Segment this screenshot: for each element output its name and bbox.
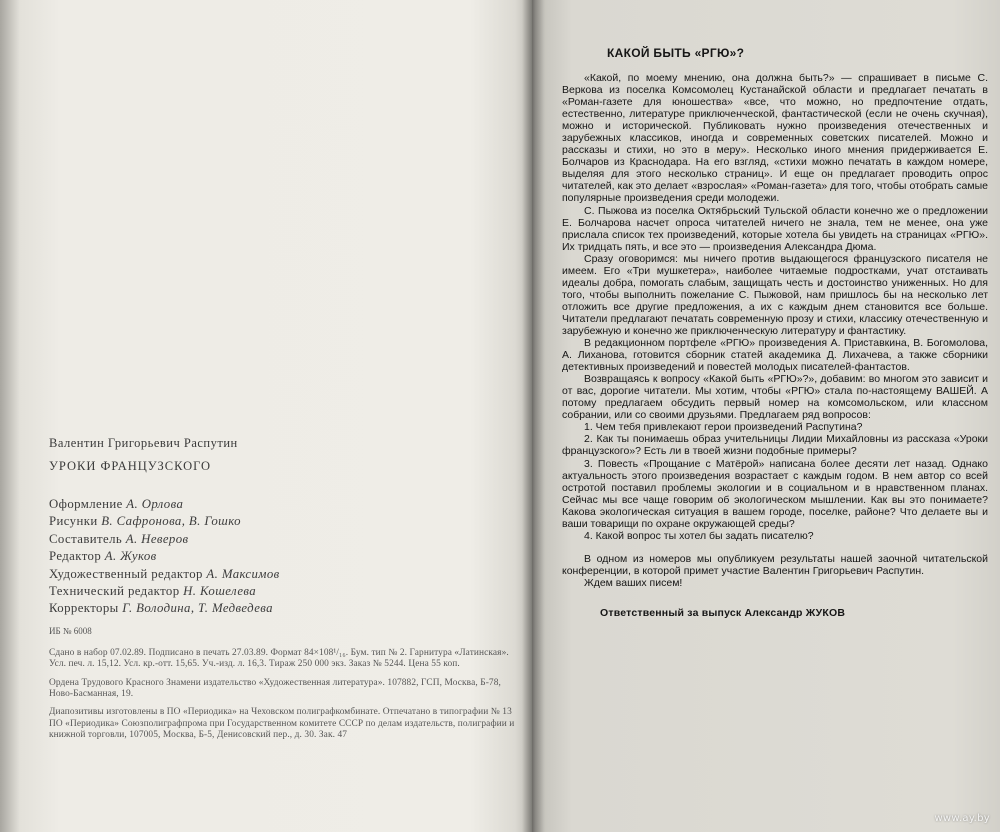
credit-line	[49, 548, 518, 565]
closing-line: Ждем ваших писем!	[584, 576, 683, 589]
article-paragraph: «Какой, по моему мнению, она должна быть?» — спрашивает в письме С. Веркова из поселка Комсомолец Кустанайской области и предлагает печатать в «Роман-газете для юношества» «все, что можно, но предпочтение отдать, естественно, литературе приключенческой, фантастической (если не очень скучная), можно и исторической. Публиковать нужно произведения отечественных и зарубежных классиков, иногда и современных советских писателей. Можно и рассказы и стихи, но это в меру». Несколько иного мнения придерживается Е. Болчаров из Краснодара. На его взгляд, «стихи можно печатать в каждом номере, выделяя для этого несколько страниц». И еще он предлагает проводить опрос читателей, как это делает «взрослая» «Роман-газета» для того, чтобы отобрать самые популярные произведения среди молодежи.	[562, 72, 988, 205]
credit-role: Художественный редактор	[49, 566, 203, 581]
signature: Ответственный за выпуск Александр ЖУКОВ	[600, 606, 846, 619]
article-paragraph: С. Пыжова из поселка Октябрьский Тульской области конечно же о предложении Е. Болчарова насчет опроса читателей ничего не знала, тем не менее, она уже прислала список тех произведений, которые хотела бы увидеть на страницах «РГЮ». Их тридцать пять, и все это — произведения Александра Дюма.	[562, 204, 988, 253]
ib-number: ИБ № 6008	[49, 625, 92, 636]
credit-role: Редактор	[49, 549, 102, 564]
credit-line	[49, 531, 518, 548]
article-paragraph: В редакционном портфеле «РГЮ» произведения А. Приставкина, В. Богомолова, А. Лиханова, готовится сборник статей академика Д. Лихачева, а также сборники детективных произведений и повестей молодых писателей-фантастов.	[562, 337, 988, 374]
credit-line	[49, 496, 518, 513]
questions-list	[562, 421, 988, 541]
article-title: КАКОЙ БЫТЬ «РГЮ»?	[607, 46, 745, 60]
right-page	[532, 0, 1000, 832]
credit-name: А. Жуков	[104, 549, 157, 564]
paragraph-gap	[562, 542, 988, 553]
closing-paragraph: В одном из номеров мы опубликуем результаты нашей заочной читательской конференции, в которой примет участие Валентин Григорьевич Распутин.	[562, 552, 988, 577]
question-item: 2. Как ты понимаешь образ учительницы Лидии Михайловны из рассказа «Уроки французского»? Есть ли в твоей жизни подобные примеры?	[562, 433, 988, 458]
credit-role: Корректоры	[49, 601, 119, 616]
credit-name: А. Неверов	[125, 531, 189, 546]
book-spine-shadow	[522, 0, 544, 832]
article-paragraph: Возвращаясь к вопросу «Какой быть «РГЮ»?», добавим: во многом это зависит и от вас, дорогие читатели. Мы хотим, чтобы «РГЮ» стала по-настоящему ВАШЕЙ. А потому предлагаем обсудить первый номер на комсомольском, или классном собрании, или со своими друзьями. Предлагаем ряд вопросов:	[562, 373, 988, 422]
credit-name: А. Максимов	[206, 566, 280, 581]
credit-line	[49, 600, 518, 617]
credit-role: Составитель	[49, 531, 123, 546]
publisher-info: Ордена Трудового Красного Знамени издательство «Художественная литература». 107882, ГСП, Москва, Б-78, Ново-Басманная, 19.	[49, 677, 501, 700]
credit-role: Оформление	[49, 497, 123, 511]
question-item: 1. Чем тебя привлекают герои произведений Распутина?	[584, 421, 863, 434]
credits-list	[49, 496, 518, 618]
print-details: Сдано в набор 07.02.89. Подписано в печать 27.03.89. Формат 84×108¹/₁₆. Бум. тип № 2. Гарнитура «Латинская». Усл. печ. л. 15,12. Усл. кр.-отт. 15,65. Уч.-изд. л. 16,3. Тираж 250 000 экз. Заказ № 5244. Цена 55 коп.	[49, 647, 509, 670]
watermark: www.ay.by	[934, 813, 990, 824]
imprint-title: УРОКИ ФРАНЦУЗСКОГО	[49, 459, 212, 473]
credit-role: Технический редактор	[49, 584, 180, 599]
question-item: 4. Какой вопрос ты хотел бы задать писателю?	[584, 529, 814, 542]
question-item: 3. Повесть «Прощание с Матёрой» написана более десяти лет назад. Однако актуальность этого произведения возрастает с каждым годом. В нем автор со всей остротой поставил проблемы экологии и в социальном и в нравственном планах. Сейчас мы все чаще говорим об экологическом мышлении. Как вы это понимаете? Какова экологическая ситуация в вашем городе, поселке, районе? Что делаете вы и ваши товарищи по охране окружающей среды?	[562, 457, 988, 530]
credit-name: В. Сафронова, В. Гошко	[101, 514, 241, 529]
credit-line	[49, 566, 518, 583]
imprint-author: Валентин Григорьевич Распутин	[49, 436, 238, 450]
credit-name: А. Орлова	[126, 497, 184, 511]
article-paragraph: Сразу оговоримся: мы ничего против выдающегося французского писателя не имеем. Его «Три мушкетера», наиболее читаемые подростками, учат отстаивать идеалы добра, помогать слабым, защищать честь и достоинство униженных. Но для того, чтобы выполнить пожелание С. Пыжовой, нам пришлось бы на несколько лет отложить все другие предложения, а их с каждым днем становится все больше. Читатели предлагают печатать современную прозу и стихи, классику отечественную и зарубежную и конечно же приключенческую литературу и фантастику.	[562, 252, 988, 337]
credit-name: Н. Кошелева	[183, 584, 257, 599]
credit-role: Рисунки	[49, 514, 98, 529]
credit-name: Г. Володина, Т. Медведева	[122, 601, 273, 616]
printer-info: Диапозитивы изготовлены в ПО «Периодика» на Чеховском полиграфкомбинате. Отпечатано в типографии № 13 ПО «Периодика» Союзполиграфпрома при Государственном комитете СССР по делам издательств, полиграфии и книжной торговли, 107005, Москва, Б-5, Денисовский пер., д. 30. Зак. 47	[49, 707, 515, 741]
credit-line	[49, 583, 518, 600]
credit-line	[49, 513, 518, 530]
